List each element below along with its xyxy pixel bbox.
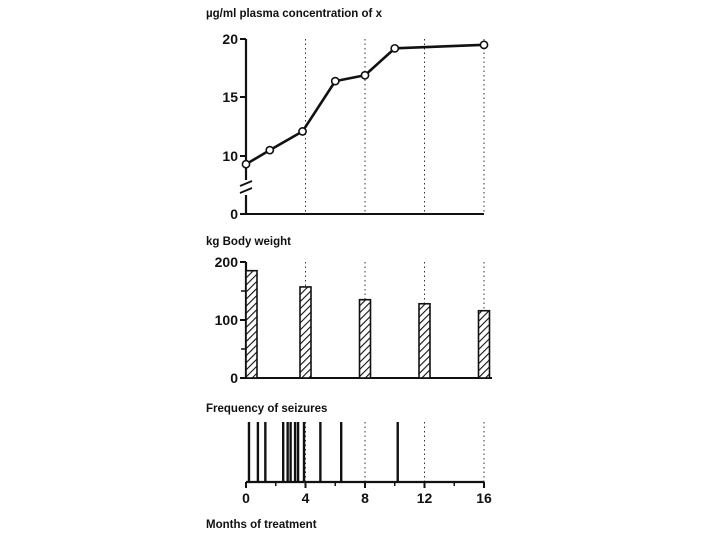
concentration-point — [242, 161, 249, 168]
body-weight-chart-title: kg Body weight — [206, 236, 291, 248]
seizures-gridlines — [306, 422, 485, 482]
concentration-point — [391, 45, 398, 52]
seizures-chart — [206, 403, 492, 506]
concentration-chart — [206, 8, 488, 222]
seizures-x-ticks — [242, 482, 492, 506]
concentration-point — [266, 147, 273, 154]
concentration-chart-title: µg/ml plasma concentration of x — [206, 8, 382, 20]
seizures-x-tick-label: 0 — [242, 490, 250, 506]
concentration-point — [332, 78, 339, 85]
seizure-events — [249, 422, 398, 482]
body-weight-y-tick-label: 200 — [214, 254, 238, 270]
body-weight-y-tick-label: 100 — [214, 312, 238, 328]
seizures-x-tick-label: 16 — [476, 490, 492, 506]
body-weight-bar — [300, 287, 311, 378]
body-weight-bar — [479, 311, 490, 378]
concentration-y-tick-label: 0 — [230, 206, 238, 222]
seizures-x-tick-label: 8 — [361, 490, 369, 506]
body-weight-bar — [246, 271, 257, 378]
body-weight-y-tick-label: 0 — [230, 370, 238, 386]
body-weight-y-ticks — [215, 254, 246, 386]
seizures-x-tick-label: 12 — [416, 490, 433, 506]
concentration-y-ticks — [222, 31, 246, 222]
concentration-y-tick-label: 10 — [222, 148, 238, 164]
body-weight-chart — [206, 236, 492, 386]
concentration-point — [480, 41, 487, 48]
axis-break-mark — [240, 188, 252, 193]
body-weight-bars — [246, 271, 490, 378]
axis-break-mark — [240, 181, 252, 186]
seizures-x-tick-label: 4 — [301, 490, 310, 506]
concentration-gridlines — [306, 39, 485, 214]
concentration-y-tick-label: 20 — [222, 31, 238, 47]
concentration-y-tick-label: 15 — [222, 89, 238, 105]
concentration-point — [361, 72, 368, 79]
body-weight-gridlines — [306, 262, 485, 378]
concentration-point — [299, 128, 306, 135]
x-axis-title: Months of treatment — [206, 519, 317, 531]
seizures-chart-title: Frequency of seizures — [206, 403, 328, 415]
body-weight-bar — [419, 304, 430, 378]
concentration-points — [242, 41, 487, 168]
body-weight-bar — [360, 300, 371, 378]
concentration-axes — [240, 39, 484, 214]
